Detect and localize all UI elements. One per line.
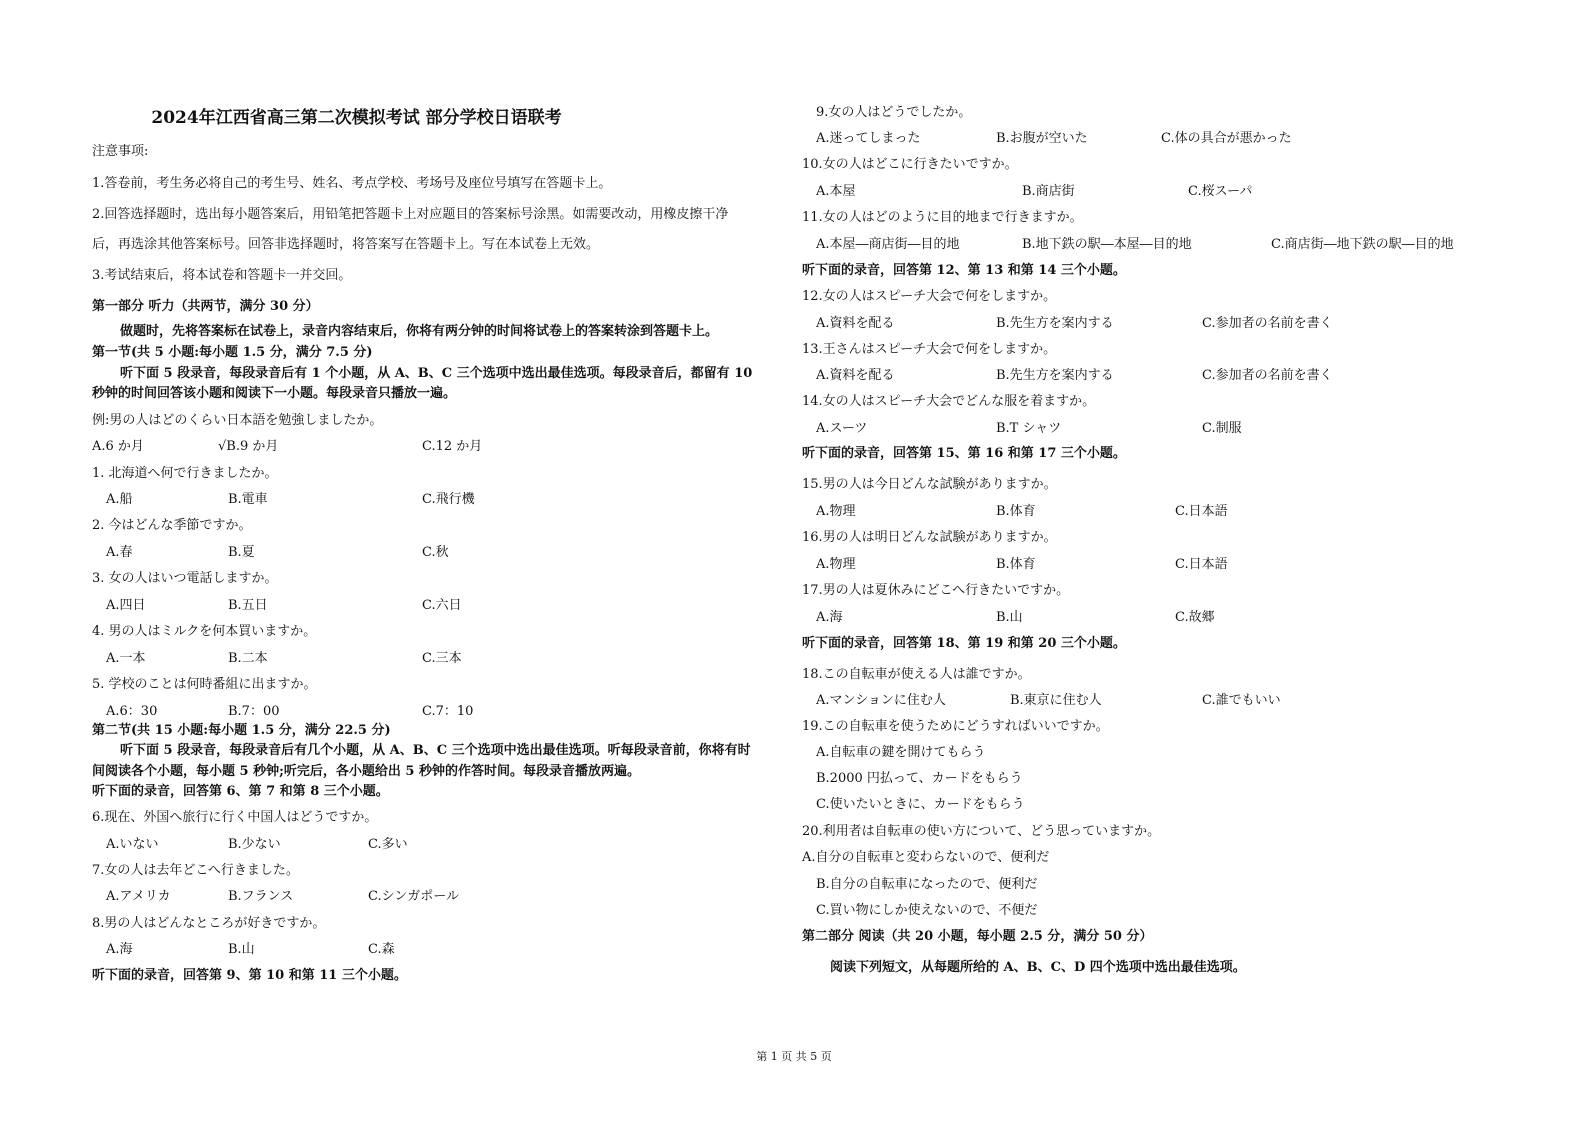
question-11: 11.女の人はどのように目的地まで行きますか。 <box>802 210 1083 225</box>
example-question: 例:男の人はどのくらい日本語を勉強しましたか。 <box>92 413 383 428</box>
exam-title: 2024年江西省高三第二次模拟考试 部分学校日语联考 <box>151 108 562 128</box>
q9-option-b: B.お腹が空いた <box>996 131 1088 146</box>
page-footer: 第 1 页 共 5 页 <box>756 1050 832 1063</box>
section1-heading: 第一节(共 5 小题:每小题 1.5 分，满分 7.5 分) <box>92 345 373 360</box>
question-1: 1. 北海道へ何で行きましたか。 <box>92 466 278 481</box>
q7-option-a: A.アメリカ <box>106 889 171 904</box>
question-20: 20.利用者は自転車の使い方について、どう思っていますか。 <box>802 824 1161 839</box>
q3-option-a: A.四日 <box>106 598 146 613</box>
q2-option-b: B.夏 <box>228 545 255 560</box>
question-10: 10.女の人はどこに行きたいですか。 <box>802 157 1018 172</box>
q10-option-a: A.本屋 <box>816 184 856 199</box>
q15-option-a: A.物理 <box>816 504 856 519</box>
q5-option-a: A.6：30 <box>106 704 158 719</box>
question-2: 2. 今はどんな季節ですか。 <box>92 518 252 533</box>
q9-option-c: C.体の具合が悪かった <box>1161 131 1292 146</box>
q7-option-b: B.フランス <box>228 889 294 904</box>
question-6: 6.现在、外国へ旅行に行く中国人はどうですか。 <box>92 810 378 825</box>
q16-option-b: B.体育 <box>996 557 1036 572</box>
q19-option-c: C.使いたいときに、カードをもらう <box>816 797 1025 812</box>
q17-option-c: C.故郷 <box>1175 610 1215 625</box>
q18-option-b: B.東京に住む人 <box>1010 693 1102 708</box>
part2-heading: 第二部分 阅读（共 20 小题，每小题 2.5 分，满分 50 分） <box>802 929 1153 944</box>
question-15: 15.男の人は今日どんな試験がありますか。 <box>802 477 1057 492</box>
q6-option-a: A.いない <box>106 837 159 852</box>
q10-option-b: B.商店街 <box>1022 184 1075 199</box>
question-9: 9.女の人はどうでしたか。 <box>816 105 972 120</box>
q13-option-c: C.参加者の名前を書く <box>1202 368 1333 383</box>
q1-option-a: A.船 <box>106 492 133 507</box>
q6-option-b: B.少ない <box>228 837 281 852</box>
part1-heading: 第一部分 听力（共两节，满分 30 分） <box>92 299 319 314</box>
q1-option-b: B.電車 <box>228 492 268 507</box>
q3-option-c: C.六日 <box>422 598 462 613</box>
section2-instructions-cont: 间阅读各个小题，每小题 5 秒钟;听完后，各小题给出 5 秒钟的作答时间。每段录音播放两遍。 <box>92 764 640 779</box>
notice-heading: 注意事项: <box>92 144 149 159</box>
q12-option-a: A.資料を配る <box>816 316 895 331</box>
q1-option-c: C.飛行機 <box>422 492 475 507</box>
part2-instructions: 阅读下列短文，从每题所给的 A、B、C、D 四个选项中选出最佳选项。 <box>830 960 1246 975</box>
group-heading-15-17: 听下面的录音，回答第 15、第 16 和第 17 三个小题。 <box>802 446 1126 461</box>
notice-item-3: 3.考试结束后，将本试卷和答题卡一并交回。 <box>92 268 352 283</box>
example-option-b: √B.9 か月 <box>218 439 279 454</box>
q14-option-b: B.T シャツ <box>996 421 1062 436</box>
section1-instructions-cont: 秒钟的时间回答该小题和阅读下一小题。每段录音只播放一遍。 <box>92 386 457 401</box>
q19-option-b: B.2000 円払って、カードをもらう <box>816 771 1023 786</box>
q17-option-a: A.海 <box>816 610 843 625</box>
q4-option-b: B.二本 <box>228 651 268 666</box>
notice-item-1: 1.答卷前，考生务必将自己的考生号、姓名、考点学校、考场号及座位号填写在答题卡上。 <box>92 176 612 191</box>
q8-option-c: C.森 <box>368 942 395 957</box>
q15-option-b: B.体育 <box>996 504 1036 519</box>
group-heading-18-20: 听下面的录音，回答第 18、第 19 和第 20 三个小题。 <box>802 636 1126 651</box>
example-option-a: A.6 か月 <box>92 439 144 454</box>
question-19: 19.この自転車を使うためにどうすればいいですか。 <box>802 719 1109 734</box>
q10-option-c: C.桜スーパ <box>1188 184 1253 199</box>
q16-option-c: C.日本語 <box>1175 557 1228 572</box>
group-heading-6-8: 听下面的录音，回答第 6、第 7 和第 8 三个小题。 <box>92 784 389 799</box>
question-7: 7.女の人は去年どこへ行きました。 <box>92 863 299 878</box>
q20-option-a: A.自分の自転車と変わらないので、便利だ <box>802 850 1050 865</box>
group-heading-9-11: 听下面的录音，回答第 9、第 10 和第 11 三个小题。 <box>92 968 407 983</box>
q8-option-a: A.海 <box>106 942 133 957</box>
q14-option-a: A.スーツ <box>816 421 868 436</box>
question-16: 16.男の人は明日どんな試験がありますか。 <box>802 530 1057 545</box>
question-12: 12.女の人はスピーチ大会で何をしますか。 <box>802 289 1057 304</box>
q20-option-c: C.買い物にしか使えないので、不便だ <box>816 903 1038 918</box>
q11-option-c: C.商店街―地下鉄の駅―目的地 <box>1271 237 1454 252</box>
q9-option-a: A.迷ってしまった <box>816 131 921 146</box>
q19-option-a: A.自転車の鍵を開けてもらう <box>816 745 986 760</box>
section2-instructions: 听下面 5 段录音，每段录音后有几个小题，从 A、B、C 三个选项中选出最佳选项。听每段录音前，你将有时 <box>120 743 751 758</box>
q17-option-b: B.山 <box>996 610 1023 625</box>
question-3: 3. 女の人はいつ電話しますか。 <box>92 571 278 586</box>
notice-item-2-cont: 后，再选涂其他答案标号。回答非选择题时，将答案写在答题卡上。写在本试卷上无效。 <box>92 237 600 252</box>
question-13: 13.王さんはスピーチ大会で何をしますか。 <box>802 342 1057 357</box>
section1-instructions: 听下面 5 段录音，每段录音后有 1 个小题，从 A、B、C 三个选项中选出最佳选项。每段录音后，都留有 10 <box>120 366 753 381</box>
question-4: 4. 男の人はミルクを何本買いますか。 <box>92 624 317 639</box>
q5-option-b: B.7：00 <box>228 704 280 719</box>
q2-option-a: A.春 <box>106 545 133 560</box>
question-17: 17.男の人は夏休みにどこへ行きたいですか。 <box>802 583 1070 598</box>
q16-option-a: A.物理 <box>816 557 856 572</box>
q11-option-b: B.地下鉄の駅―本屋―目的地 <box>1022 237 1192 252</box>
group-heading-12-14: 听下面的录音，回答第 12、第 13 和第 14 三个小题。 <box>802 263 1126 278</box>
example-option-c: C.12 か月 <box>422 439 483 454</box>
q5-option-c: C.7：10 <box>422 704 474 719</box>
notice-item-2: 2.回答选择题时，选出每小题答案后，用铅笔把答题卡上对应题目的答案标号涂黑。如需要改动，用橡皮擦干净 <box>92 207 729 222</box>
q4-option-a: A.一本 <box>106 651 146 666</box>
q7-option-c: C.シンガポール <box>368 889 460 904</box>
q8-option-b: B.山 <box>228 942 255 957</box>
q20-option-b: B.自分の自転車になったので、便利だ <box>816 877 1038 892</box>
part1-instructions: 做题时，先将答案标在试卷上，录音内容结束后，你将有两分钟的时间将试卷上的答案转涂到答题卡上。 <box>120 324 719 339</box>
q11-option-a: A.本屋―商店街―目的地 <box>816 237 960 252</box>
q14-option-c: C.制服 <box>1202 421 1242 436</box>
q4-option-c: C.三本 <box>422 651 462 666</box>
q18-option-c: C.誰でもいい <box>1202 693 1281 708</box>
question-14: 14.女の人はスピーチ大会でどんな服を着ますか。 <box>802 394 1096 409</box>
q2-option-c: C.秋 <box>422 545 449 560</box>
q13-option-b: B.先生方を案内する <box>996 368 1114 383</box>
section2-heading: 第二节(共 15 小题:每小题 1.5 分，满分 22.5 分) <box>92 723 391 738</box>
question-8: 8.男の人はどんなところが好きですか。 <box>92 916 326 931</box>
q12-option-c: C.参加者の名前を書く <box>1202 316 1333 331</box>
question-18: 18.この自転車が使える人は誰ですか。 <box>802 667 1031 682</box>
q3-option-b: B.五日 <box>228 598 268 613</box>
q6-option-c: C.多い <box>368 837 408 852</box>
q15-option-c: C.日本語 <box>1175 504 1228 519</box>
q13-option-a: A.資料を配る <box>816 368 895 383</box>
q12-option-b: B.先生方を案内する <box>996 316 1114 331</box>
q18-option-a: A.マンションに住む人 <box>816 693 946 708</box>
question-5: 5. 学校のことは何時番組に出ますか。 <box>92 677 317 692</box>
